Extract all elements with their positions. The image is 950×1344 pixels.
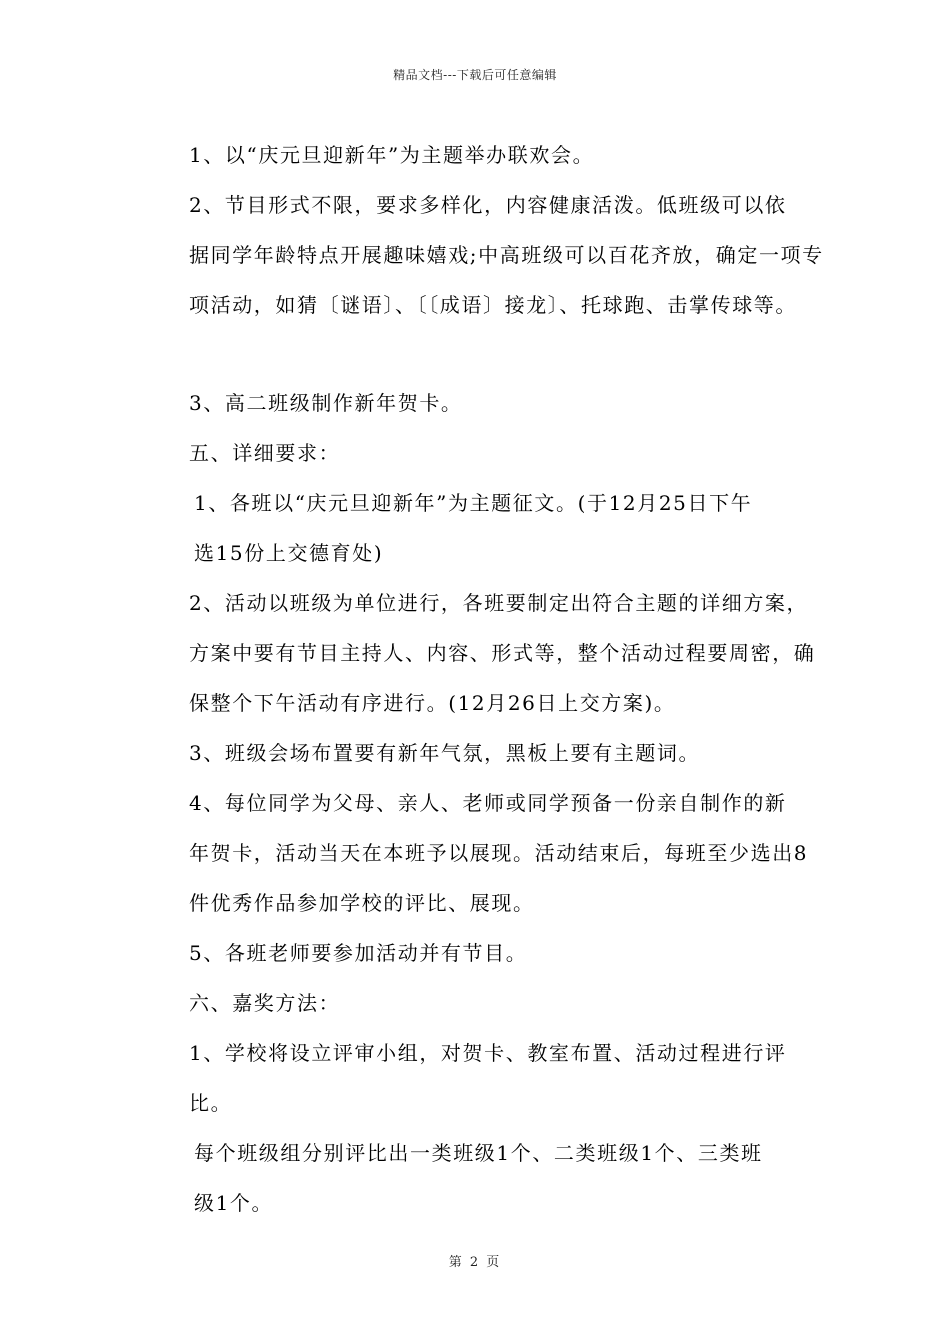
paragraph-line: 保整个下午活动有序进行。(12月26日上交方案)。 <box>189 691 676 715</box>
paragraph-line: 5、各班老师要参加活动并有节目。 <box>189 941 528 965</box>
paragraph-line: 选15份上交德育处) <box>194 541 384 565</box>
paragraph-5 <box>144 478 824 578</box>
paragraph-1 <box>144 130 824 180</box>
paragraph-line: 每个班级组分别评比出一类班级1个、二类班级1个、三类班 <box>194 1141 763 1165</box>
paragraph-line: 据同学年龄特点开展趣味嬉戏;中高班级可以百花齐放，确定一项专 <box>189 243 824 267</box>
paragraph-line: 3、班级会场布置要有新年气氛，黑板上要有主题词。 <box>189 741 701 765</box>
paragraph-line: 项活动，如猜〔谜语〕、〔〔成语〕接龙〕、托球跑、击掌传球等。 <box>189 293 797 317</box>
paragraph-line: 件优秀作品参加学校的评比、展现。 <box>189 891 535 915</box>
paragraph-line: 2、节目形式不限，要求多样化，内容健康活泼。低班级可以依 <box>189 193 787 217</box>
paragraph-3 <box>144 378 824 428</box>
paragraph-6 <box>144 578 824 728</box>
paragraph-line: 2、活动以班级为单位进行，各班要制定出符合主题的详细方案， <box>189 591 809 615</box>
paragraph-line: 级1个。 <box>194 1191 274 1215</box>
paragraph-line: 六、嘉奖方法： <box>189 991 341 1015</box>
paragraph-2 <box>144 180 824 330</box>
paragraph-line: 4、每位同学为父母、亲人、老师或同学预备一份亲自制作的新 <box>189 791 787 815</box>
paragraph-8 <box>144 778 824 928</box>
paragraph-line: 五、详细要求： <box>189 441 341 465</box>
page-number: 第 2 页 <box>448 1255 502 1270</box>
paragraph-line: 方案中要有节目主持人、内容、形式等，整个活动过程要周密，确 <box>189 641 816 665</box>
document-body <box>144 130 824 1228</box>
paragraph-line: 年贺卡，活动当天在本班予以展现。活动结束后，每班至少选出8 <box>189 841 809 865</box>
paragraph-line: 3、高二班级制作新年贺卡。 <box>189 391 463 415</box>
paragraph-11 <box>144 1028 824 1128</box>
section-heading-awards <box>144 978 824 1028</box>
paragraph-line: 1、各班以“庆元旦迎新年”为主题征文。(于12月25日下午 <box>194 491 753 515</box>
page-header: 精品文档---下载后可任意编辑 <box>393 68 557 82</box>
paragraph-9 <box>144 928 824 978</box>
paragraph-line: 1、以“庆元旦迎新年”为主题举办联欢会。 <box>189 143 595 167</box>
paragraph-line: 1、学校将设立评审小组，对贺卡、教室布置、活动过程进行评 <box>189 1041 787 1065</box>
paragraph-12 <box>144 1128 824 1228</box>
paragraph-7 <box>144 728 824 778</box>
section-heading-requirements <box>144 428 824 478</box>
paragraph-line: 比。 <box>189 1091 233 1115</box>
